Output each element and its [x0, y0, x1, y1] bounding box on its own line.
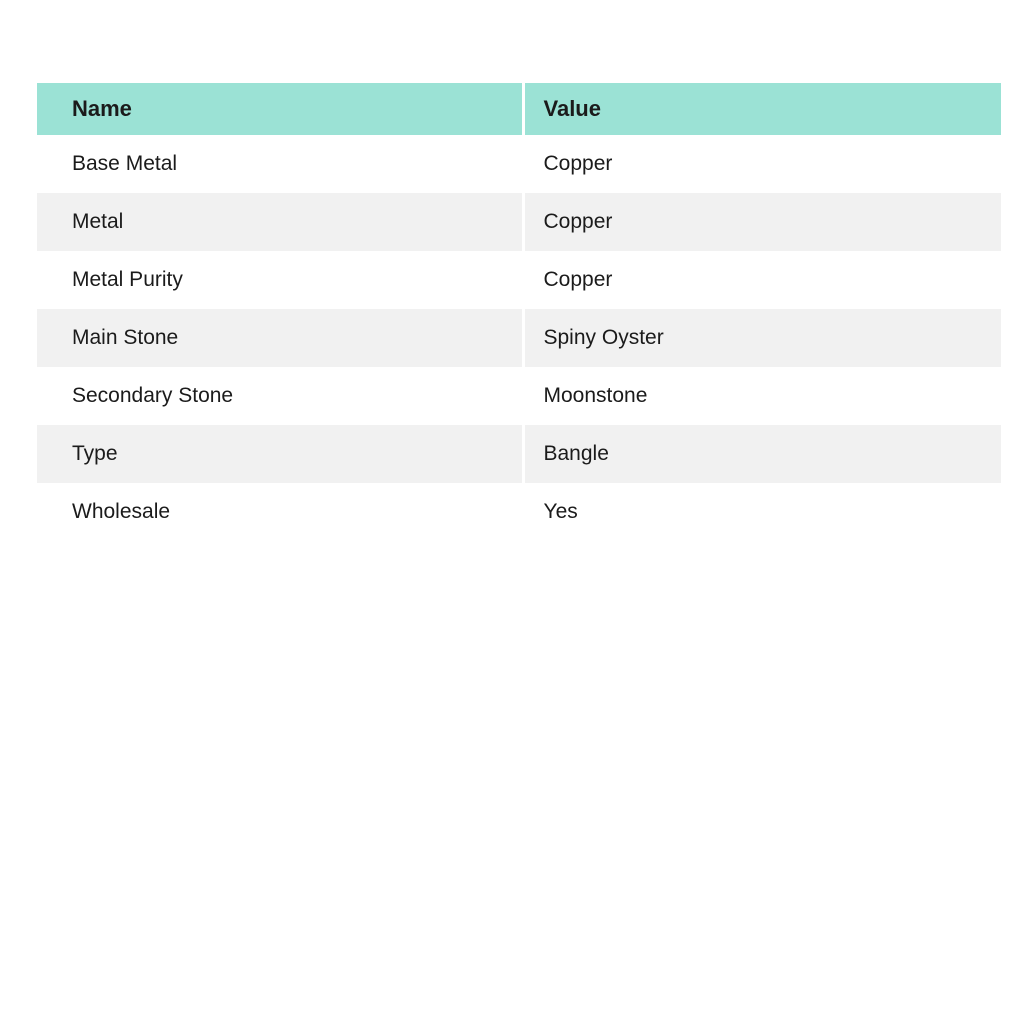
- attribute-name-cell: Type: [37, 425, 523, 483]
- attribute-value-cell: Copper: [523, 193, 1001, 251]
- attribute-value-cell: Copper: [523, 251, 1001, 309]
- table-row: [37, 135, 1001, 193]
- column-header-name: Name: [37, 83, 523, 135]
- attributes-table: [37, 83, 1001, 541]
- table-row: [37, 309, 1001, 367]
- attribute-value-cell: Spiny Oyster: [523, 309, 1001, 367]
- attribute-value-cell: Bangle: [523, 425, 1001, 483]
- attribute-value-cell: Moonstone: [523, 367, 1001, 425]
- attribute-name-cell: Main Stone: [37, 309, 523, 367]
- attribute-value-cell: Yes: [523, 483, 1001, 541]
- table-row: [37, 193, 1001, 251]
- table-row: [37, 425, 1001, 483]
- attribute-name-cell: Metal: [37, 193, 523, 251]
- attributes-table-container: [37, 83, 1001, 541]
- table-header-row: [37, 83, 1001, 135]
- attribute-name-cell: Wholesale: [37, 483, 523, 541]
- table-row: [37, 483, 1001, 541]
- attribute-name-cell: Base Metal: [37, 135, 523, 193]
- table-row: [37, 367, 1001, 425]
- column-header-value: Value: [523, 83, 1001, 135]
- attribute-value-cell: Copper: [523, 135, 1001, 193]
- attribute-name-cell: Secondary Stone: [37, 367, 523, 425]
- table-row: [37, 251, 1001, 309]
- attribute-name-cell: Metal Purity: [37, 251, 523, 309]
